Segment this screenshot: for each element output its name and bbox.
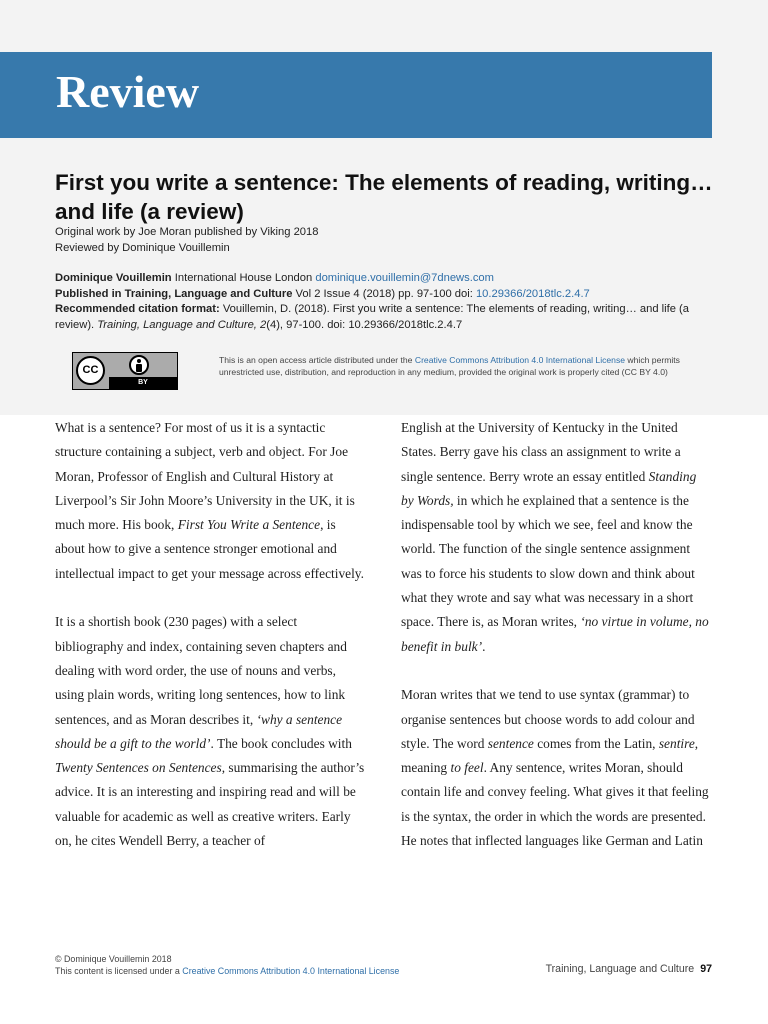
citation-text: Vouillemin, D. (2018). First you write a sentence: The elements of reading, writing… and life (a review). <box>55 303 690 331</box>
footer-license-line: This content is licensed under a Creative Commons Attribution 4.0 International License <box>55 965 400 976</box>
body-paragraph: What is a sentence? For most of us it is a syntactic structure containing a subject, verb and object. For Joe Moran, Professor of English and Cultural History at Liverpool’s Sir John Moore’s University in the UK, it is much more. His book, First You Write a Sentence, is about how to give a sentence stronger emotional and intellectual impact to get your message across effectively. <box>55 420 364 581</box>
license-statement: This is an open access article distributed under the Creative Commons Attribution 4.0 International License which permits unrestricted use, distribution, and reproduction in any medium, provided the original work is properly cited (CC BY 4.0) <box>219 355 680 378</box>
body-column-left <box>55 416 365 878</box>
original-work-line: Original work by Joe Moran published by Viking 2018 <box>55 226 319 238</box>
cc-badge-frame <box>72 352 178 390</box>
published-line <box>55 287 720 303</box>
page-number: 97 <box>700 963 712 975</box>
citation-label: Recommended citation format: <box>55 303 220 315</box>
citation-rest: (4), 97-100. doi: 10.29366/2018tlc.2.4.7 <box>266 318 463 331</box>
citation-line <box>55 302 720 333</box>
published-label: Published in Training, Language and Culture <box>55 287 293 300</box>
attribution-person-icon <box>129 355 149 375</box>
author-line <box>55 271 720 287</box>
published-details: Vol 2 Issue 4 (2018) pp. 97-100 doi: <box>292 287 476 300</box>
body-paragraph: English at the University of Kentucky in the United States. Berry gave his class an assignment to write a single sentence. Berry wrote an essay entitled Standing by Words, in which he explained that a sentence is the indispensable tool by which we see, feel and know the world. The function of the single sentence assignment was to force his students to slow down and think about what they wrote and say what was necessary in a short space. There is, as Moran writes, ‘no virtue in volume, no benefit in bulk’. <box>401 420 709 654</box>
author-affiliation: International House London <box>171 272 316 284</box>
author-name: Dominique Vouillemin <box>55 272 172 284</box>
footer-license-link[interactable]: Creative Commons Attribution 4.0 International License <box>182 965 400 976</box>
footer-copyright <box>55 954 399 977</box>
footer-journal <box>546 963 712 975</box>
journal-name: Training, Language and Culture <box>545 963 695 975</box>
cc-license-link[interactable]: Creative Commons Attribution 4.0 International License <box>414 355 626 365</box>
cc-icon: CC <box>76 356 105 385</box>
article-metadata <box>55 271 720 333</box>
article-title: First you write a sentence: The elements of reading, writing… and life (a review) <box>55 170 713 224</box>
body-paragraph: Moran writes that we tend to use syntax (grammar) to organise sentences but choose words to add colour and style. The word sentence comes from the Latin, sentire, meaning to feel. Any sentence, writes Moran, should contain life and convey feeling. What gives it that feeling is the syntax, the order in which the words are presented. He notes that inflected languages like German and Latin <box>401 687 709 849</box>
citation-journal: Training, Language and Culture, 2 <box>97 318 267 331</box>
by-label: BY <box>109 377 177 389</box>
author-email-link[interactable]: dominique.vouillemin@7dnews.com <box>315 272 494 284</box>
doi-link[interactable]: 10.29366/2018tlc.2.4.7 <box>475 287 590 300</box>
body-column-right <box>401 416 711 878</box>
body-paragraph: It is a shortish book (230 pages) with a select bibliography and index, containing seven chapters and dealing with word order, the use of nouns and verbs, using plain words, writing long sentences, how to link sentences, and as Moran describes it, ‘why a sentence should be a gift to the world’. The book concludes with Twenty Sentences on Sentences, summarising the author’s advice. It is an interesting and inspiring read and will be valuable for academic as well as creative writers. Early on, he cites Wendell Berry, a teacher of <box>55 614 365 849</box>
reviewed-by-line: Reviewed by Dominique Vouillemin <box>55 242 230 254</box>
copyright-line: © Dominique Vouillemin 2018 <box>55 954 172 964</box>
banner-title: Review <box>56 66 200 117</box>
